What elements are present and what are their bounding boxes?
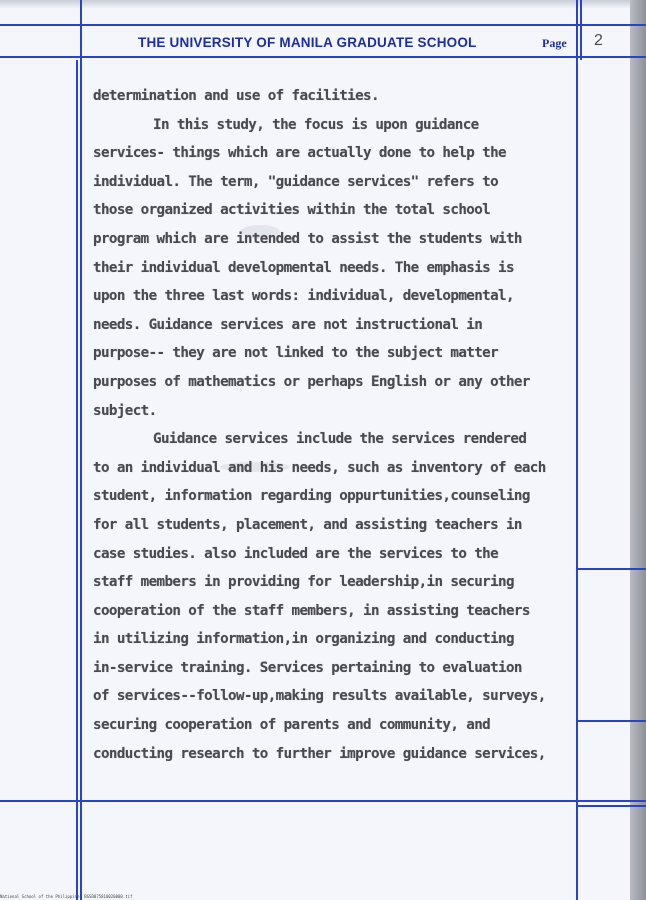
margin-rule-left-inner xyxy=(76,60,78,900)
text-line: in-service training. Services pertaining to evaluation xyxy=(93,659,522,676)
text-line: determination and use of facilities. xyxy=(93,88,379,104)
text-line: needs. Guidance services are not instructional in xyxy=(93,316,483,333)
text-line: to an individual and his needs, such as inventory of each xyxy=(93,459,546,476)
text-line: subject. xyxy=(93,402,157,419)
margin-rule-left xyxy=(80,0,82,900)
footer-rule-right xyxy=(576,805,646,807)
text-line: staff members in providing for leadership,in securing xyxy=(93,574,514,591)
text-line: securing cooperation of parents and community, and xyxy=(93,717,491,734)
text-line: of services--follow-up,making results available, surveys, xyxy=(93,688,546,705)
text-line: individual. The term, "guidance services" refers to xyxy=(93,173,499,190)
text-line: those organized activities within the total school xyxy=(93,202,491,219)
text-line: their individual developmental needs. The emphasis is xyxy=(93,259,514,276)
text-line: purposes of mathematics or perhaps English or any other xyxy=(93,373,530,390)
scan-edge-top xyxy=(0,0,646,8)
header-rule-top xyxy=(0,24,646,26)
text-line: upon the three last words: individual, developmental, xyxy=(93,288,514,305)
text-line: case studies. also included are the services to the xyxy=(93,545,499,562)
margin-rule-right-top xyxy=(580,0,582,60)
scan-edge-right xyxy=(630,0,646,900)
text-line: conducting research to further improve guidance services, xyxy=(93,745,546,762)
text-line: student, information regarding oppurtunities,counseling xyxy=(93,488,530,505)
page-number: 2 xyxy=(594,32,603,49)
page-header-title: THE UNIVERSITY OF MANILA GRADUATE SCHOOL xyxy=(138,35,477,50)
scan-footer: National School of the Philippines BGSD075810020000.tif xyxy=(0,894,133,899)
text-line: In this study, the focus is upon guidance xyxy=(153,116,479,133)
page-label: Page xyxy=(542,36,567,50)
header-rule-bottom xyxy=(0,56,646,58)
text-line: in utilizing information,in organizing and conducting xyxy=(93,631,514,648)
text-line: cooperation of the staff members, in assisting teachers xyxy=(93,602,530,619)
text-line: services- things which are actually done to help the xyxy=(93,145,506,162)
text-line: program which are intended to assist the students with xyxy=(93,230,522,247)
body-text xyxy=(93,82,588,768)
text-line: for all students, placement, and assisting teachers in xyxy=(93,516,522,533)
footer-rule-top xyxy=(0,800,646,802)
text-line: Guidance services include the services rendered xyxy=(153,431,527,448)
text-line: purpose-- they are not linked to the subject matter xyxy=(93,345,499,362)
